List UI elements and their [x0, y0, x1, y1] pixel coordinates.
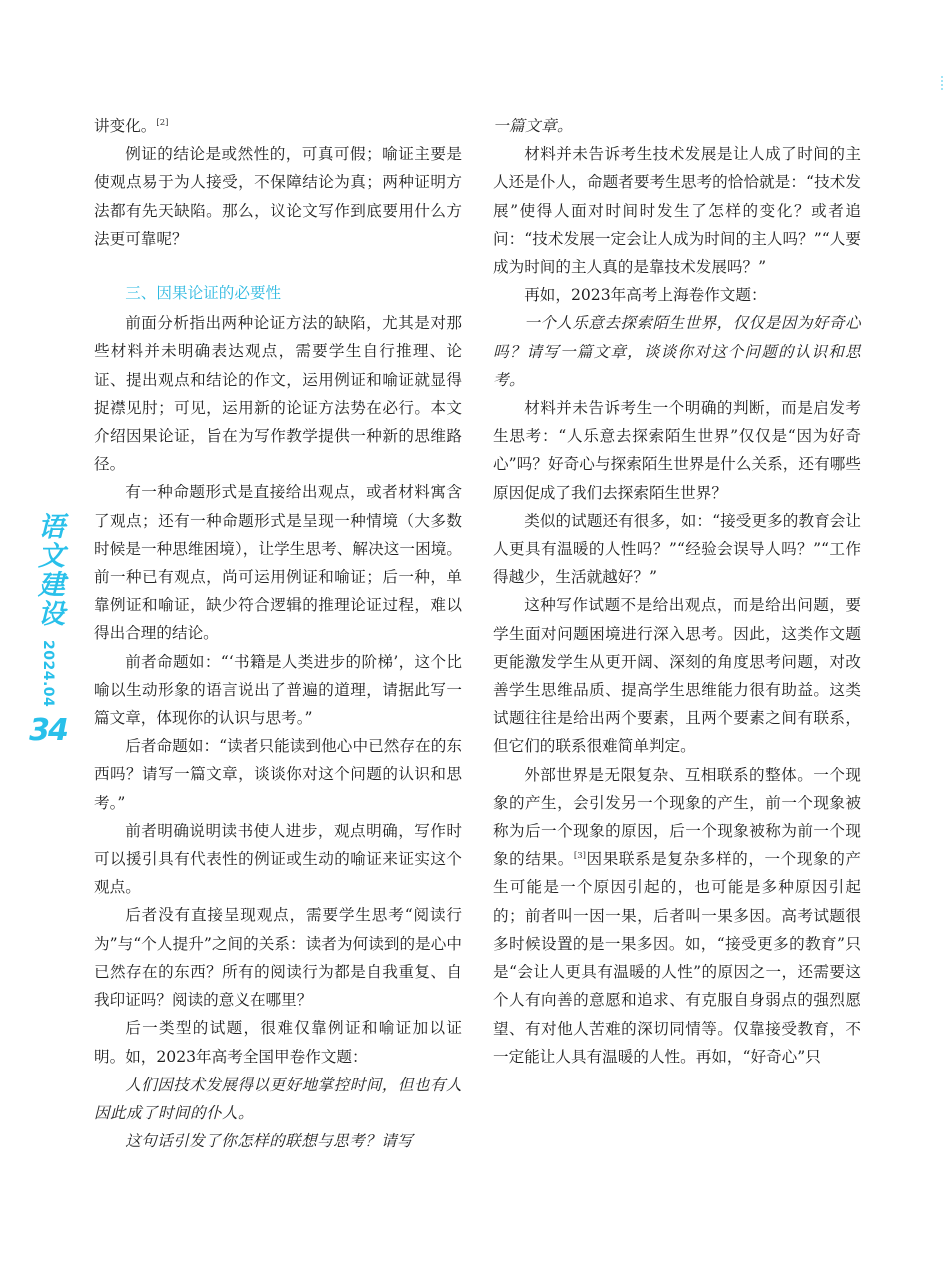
paragraph: 有一种命题形式是直接给出观点，或者材料寓含了观点；还有一种命题形式是呈现一种情境（大多数时候是一种思维困境），让学生思考、解决这一困境。前一种已有观点，尚可运用例证和喻证；后一种，单靠例证和喻证，缺少符合逻辑的推理论证过程，难以得出合理的结论。 — [94, 483, 462, 643]
paragraph: 讲变化。[2] — [94, 117, 169, 135]
issue-date: 2024.04 — [40, 640, 56, 708]
paragraph: 外部世界是无限复杂、互相联系的整体。一个现象的产生，会引发另一个现象的产生，前一个现象被称为后一个现象的原因，后一个现象被称为前一个现象的结果。[3]因果联系是复杂多样的，一个现象的产生可能是一个原因引起的，也可能是多种原因引起的；前者叫一因一果，后者叫一果多因。高考试题很多时候设置的是一果多因。如，“接受更多的教育”只是“会让人更具有温暖的人性”的原因之一，还需要这个人有向善的意愿和追求、有克服自身弱点的强烈愿望、有对他人苦难的深切同情等。仅靠接受教育，不一定能让人具有温暖的人性。再如，“好奇心”只 — [493, 765, 861, 1066]
paragraph: 后者命题如：“读者只能读到他心中已然存在的东西吗？请写一篇文章，谈谈你对这个问题的认识和思考。” — [94, 737, 462, 812]
quoted-prompt: 这句话引发了你怎样的联想与思考？请写 — [125, 1132, 414, 1151]
paragraph: 再如，2023年高考上海卷作文题： — [524, 286, 767, 305]
edge-decoration — [941, 76, 946, 90]
paragraph: 后者没有直接呈现观点，需要学生思考“阅读行为”与“个人提升”之间的关系：读者为何读到的是心中已然存在的东西？所有的阅读行为都是自我重复、自我印证吗？阅读的意义在哪里？ — [94, 906, 462, 1010]
paragraph: 材料并未告诉考生技术发展是让人成了时间的主人还是仆人，命题者要考生思考的恰恰就是：“技术发展”使得人面对时间时发生了怎样的变化？或者追问：“技术发展一定会让人成为时间的主人吗？”“人要成为时间的主人真的是靠技术发展吗？” — [493, 145, 861, 277]
citation-ref: [2] — [156, 117, 169, 128]
quoted-prompt: 一个人乐意去探索陌生世界，仅仅是因为好奇心吗？请写一篇文章，谈谈你对这个问题的认识和思考。 — [493, 314, 861, 389]
quoted-prompt: 一篇文章。 — [493, 117, 573, 135]
section-heading: 三、因果论证的必要性 — [125, 284, 282, 303]
page-number: 34 — [29, 713, 67, 749]
paragraph: 类似的试题还有很多，如：“接受更多的教育会让人更具有温暖的人性吗？”“经验会误导人吗？”“工作得越少，生活就越好？” — [493, 511, 861, 587]
paragraph: 例证的结论是或然性的，可真可假；喻证主要是使观点易于为人接受，不保障结论为真；两种证明方法都有先天缺陷。那么，议论文写作到底要用什么方法更可靠呢？ — [94, 145, 462, 248]
magazine-title: 语文建设 — [33, 512, 64, 628]
quoted-prompt: 人们因技术发展得以更好地掌控时间，但也有人因此成了时间的仆人。 — [94, 1075, 462, 1122]
paragraph: 后一类型的试题，很难仅靠例证和喻证加以证明。如，2023年高考全国甲卷作文题： — [94, 1019, 462, 1066]
right-column — [493, 112, 861, 1071]
paragraph: 前面分析指出两种论证方法的缺陷，尤其是对那些材料并未明确表达观点，需要学生自行推理、论证、提出观点和结论的作文，运用例证和喻证就显得捉襟见肘；可见，运用新的论证方法势在必行。本文介绍因果论证，旨在为写作教学提供一种新的思维路径。 — [94, 314, 462, 474]
paragraph: 前者命题如：“‘书籍是人类进步的阶梯’，这个比喻以生动形象的语言说出了普遍的道理，请据此写一篇文章，体现你的认识与思考。” — [94, 652, 462, 728]
paragraph: 前者明确说明读书使人进步，观点明确，写作时可以援引具有代表性的例证或生动的喻证来证实这个观点。 — [94, 821, 462, 897]
paragraph: 这种写作试题不是给出观点，而是给出问题，要学生面对问题困境进行深入思考。因此，这类作文题更能激发学生从更开阔、深刻的角度思考问题，对改善学生思维品质、提高学生思维能力很有助益。这类试题往往是给出两个要素，且两个要素之间有联系，但它们的联系很难简单判定。 — [493, 596, 861, 756]
side-branding — [28, 512, 68, 748]
paragraph: 材料并未告诉考生一个明确的判断，而是启发考生思考：“人乐意去探索陌生世界”仅仅是“因为好奇心”吗？好奇心与探索陌生世界是什么关系，还有哪些原因促成了我们去探索陌生世界？ — [493, 399, 861, 502]
left-column — [94, 112, 462, 1155]
citation-ref: [3] — [573, 851, 586, 862]
